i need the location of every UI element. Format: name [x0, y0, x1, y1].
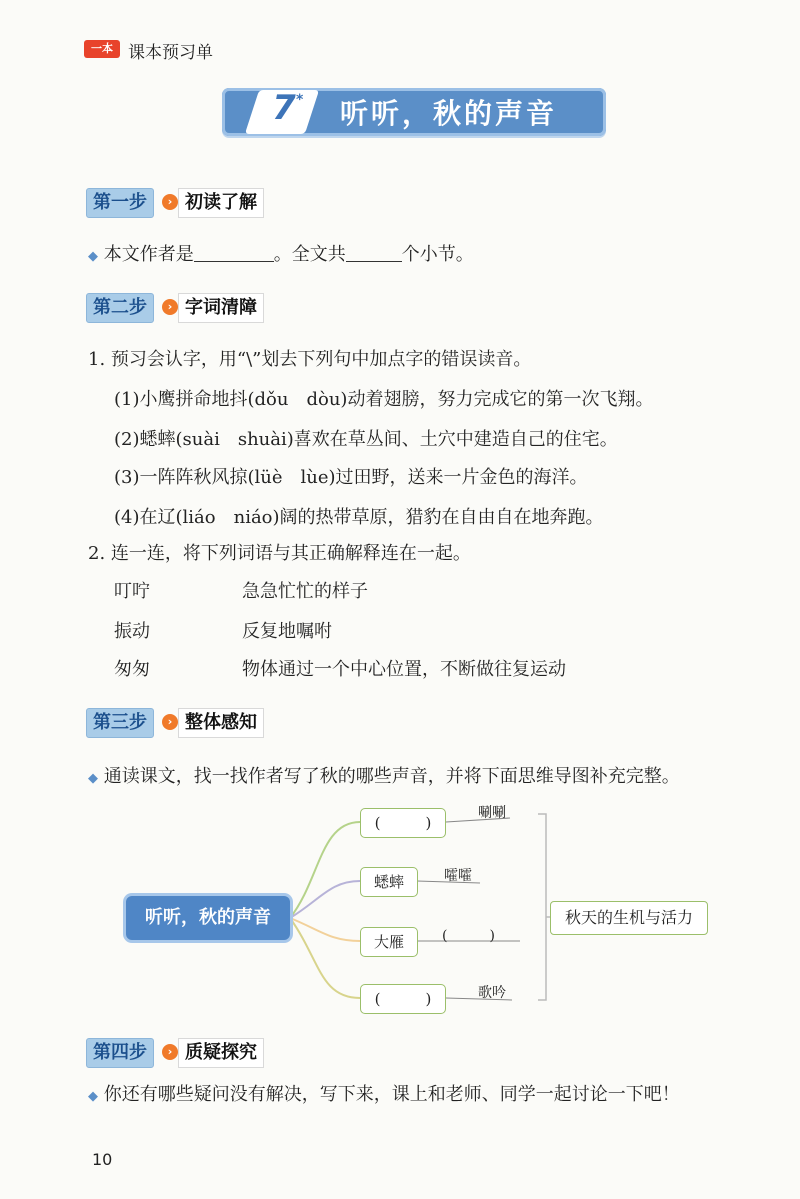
mindmap-sound: 嚯嚯	[444, 868, 472, 884]
match-meaning[interactable]: 物体通过一个中心位置，不断做往复运动	[242, 659, 566, 680]
mindmap-node-blank[interactable]: ( )	[360, 984, 446, 1014]
arrow-right-icon: ›	[162, 1044, 178, 1060]
step2-q1-title: 1. 预习会认字，用“\”划去下列句中加点字的错误读音。	[88, 349, 532, 370]
match-meaning[interactable]: 急急忙忙的样子	[242, 581, 368, 602]
mindmap-sound: 歌吟	[478, 985, 506, 1001]
page-number: 10	[92, 1150, 113, 1169]
brand-name: 课本预习单	[128, 43, 213, 63]
mindmap-node: 大雁	[360, 927, 418, 957]
step4-question	[88, 1083, 680, 1109]
match-word[interactable]: 匆匆	[114, 659, 150, 680]
arrow-right-icon: ›	[162, 194, 178, 210]
match-meaning[interactable]: 反复地嘱咐	[242, 621, 332, 642]
match-word[interactable]: 振动	[114, 621, 150, 642]
brand-logo: 一本	[84, 40, 120, 58]
mindmap-node: 蟋蟀	[360, 867, 418, 897]
step3-label: 第三步	[86, 708, 154, 738]
step1-name: 初读了解	[178, 188, 264, 218]
match-word[interactable]: 叮咛	[114, 581, 150, 602]
step2-q1-item: (2)蟋蟀(suài shuài)喜欢在草丛间、土穴中建造自己的住宅。	[114, 429, 618, 450]
mindmap-sound: 唰唰	[478, 805, 506, 821]
mindmap-sound-blank[interactable]: ( )	[442, 928, 495, 944]
arrow-right-icon: ›	[162, 299, 178, 315]
question-text: 通读课文，找一找作者写了秋的哪些声音，并将下面思维导图补充完整。	[103, 766, 680, 787]
question-text: 个小节。	[401, 244, 474, 265]
question-text: 你还有哪些疑问没有解决，写下来，课上和老师、同学一起讨论一下吧！	[103, 1084, 680, 1105]
diamond-bullet-icon: ◆	[88, 1089, 98, 1104]
mindmap-node-blank[interactable]: ( )	[360, 808, 446, 838]
step2-label: 第二步	[86, 293, 154, 323]
lesson-number: 7	[272, 88, 296, 128]
step2-name: 字词清障	[178, 293, 264, 323]
step4-name: 质疑探究	[178, 1038, 264, 1068]
question-text: 。全文共	[273, 244, 346, 265]
mindmap-result: 秋天的生机与活力	[550, 901, 708, 935]
question-text: 本文作者是	[103, 244, 194, 265]
diamond-bullet-icon: ◆	[88, 771, 98, 786]
step2-q1-item: (1)小鹰拼命地抖(dǒu dòu)动着翅膀，努力完成它的第一次飞翔。	[114, 389, 654, 410]
step4-label: 第四步	[86, 1038, 154, 1068]
mindmap-root: 听听，秋的声音	[126, 896, 290, 940]
step2-q1-item: (4)在辽(liáo niáo)阔的热带草原，猎豹在自由自在地奔跑。	[114, 507, 604, 528]
lesson-star: *	[296, 92, 304, 108]
step2-q2-title: 2. 连一连，将下列词语与其正确解释连在一起。	[88, 543, 471, 564]
diamond-bullet-icon: ◆	[88, 249, 98, 264]
step2-q1-item: (3)一阵阵秋风掠(lüè lùe)过田野，送来一片金色的海洋。	[114, 467, 588, 488]
page-title: 听听，秋的声音	[340, 97, 558, 130]
step3-name: 整体感知	[178, 708, 264, 738]
step1-label: 第一步	[86, 188, 154, 218]
arrow-right-icon: ›	[162, 714, 178, 730]
